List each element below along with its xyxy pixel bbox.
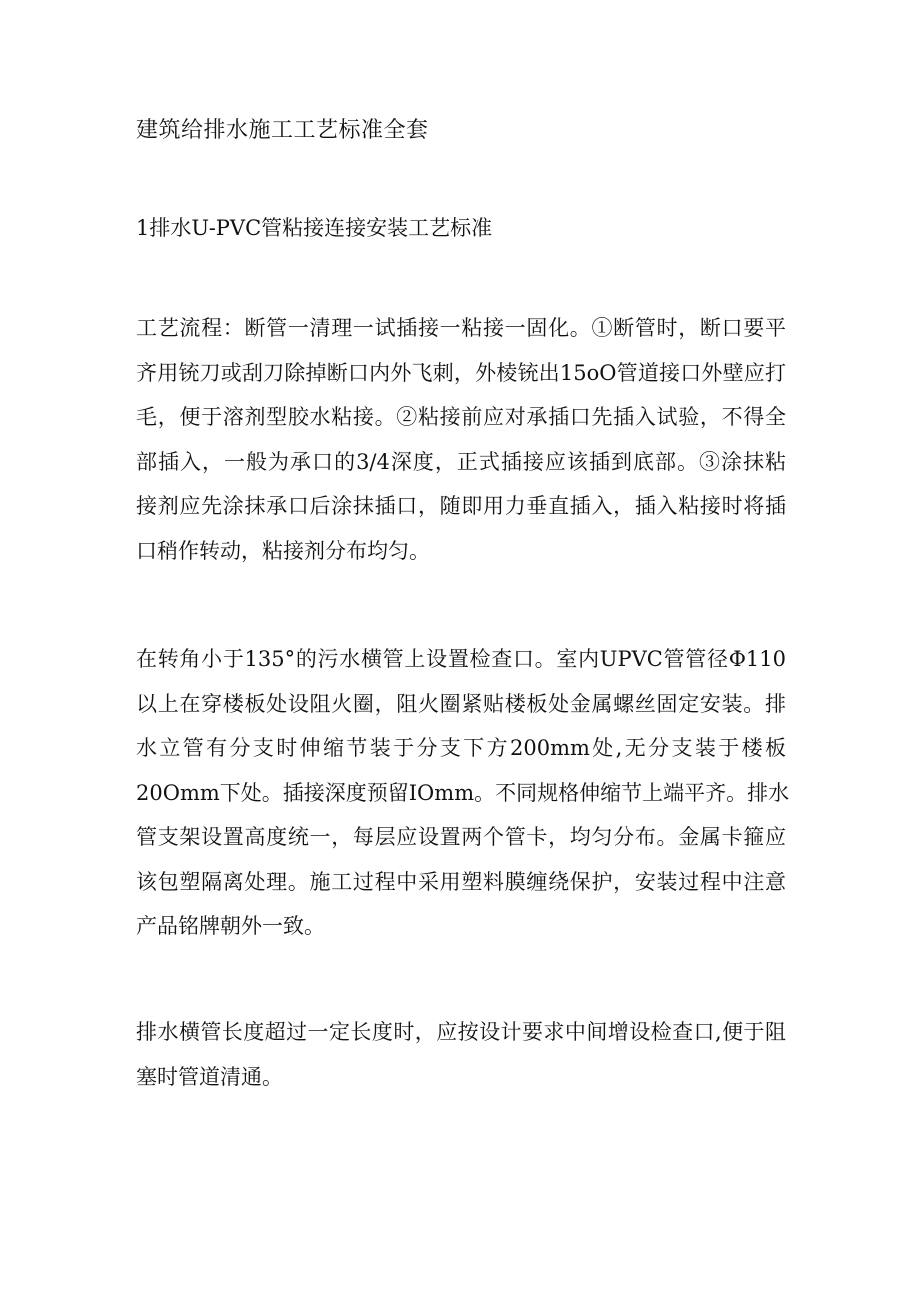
paragraph-line: 齐用铳刀或刮刀除掉断口内外飞刺，外棱铳出15oO管道接口外壁应打: [136, 360, 786, 385]
paragraph-line: 以上在穿楼板处设阻火圈，阻火圈紧贴楼板处金属螺丝固定安装。排: [136, 691, 786, 716]
paragraph-line: 产品铭牌朝外一致。: [136, 914, 325, 938]
paragraph-line: 水立管有分支时伸缩节装于分支下方200mm处,无分支装于楼板: [136, 736, 786, 760]
paragraph-line: 在转角小于135°的污水横管上设置检查口。室内UPVC管管径Φ110: [136, 647, 786, 671]
paragraph-line: 工艺流程：断管一清理一试插接一粘接一固化。①断管时，断口要平: [136, 316, 786, 340]
section-heading: 1排水U-PVC管粘接连接安装工艺标准: [136, 216, 493, 240]
document-title: 建筑给排水施工工艺标准全套: [136, 118, 429, 143]
paragraph-line: 毛，便于溶剂型胶水粘接。②粘接前应对承插口先插入试验，不得全: [136, 405, 786, 429]
paragraph-line: 口稍作转动，粘接剂分布均匀。: [136, 538, 430, 563]
paragraph-line: 排水横管长度超过一定长度时，应按设计要求中间增设检查口,便于阻: [136, 1020, 786, 1044]
paragraph-line: 管支架设置高度统一，每层应设置两个管卡，均匀分布。金属卡箍应: [136, 825, 786, 849]
paragraph-horizontal-pipe: [136, 1010, 786, 1099]
paragraph-inspection-port: [136, 637, 790, 949]
paragraph-process-flow: [136, 306, 786, 573]
paragraph-line: 该包塑隔离处理。施工过程中采用塑料膜缠绕保护，安装过程中注意: [136, 869, 786, 894]
paragraph-line: 塞时管道清通。: [136, 1064, 283, 1089]
paragraph-line: 部插入，一般为承口的3/4深度，正式插接应该插到底部。③涂抹粘: [136, 449, 786, 474]
paragraph-line: 接剂应先涂抹承口后涂抹插口，随即用力垂直插入，插入粘接时将插: [136, 494, 786, 518]
paragraph-line: 20Omm下处。插接深度预留IOmm。不同规格伸缩节上端平齐。排水: [136, 780, 790, 805]
